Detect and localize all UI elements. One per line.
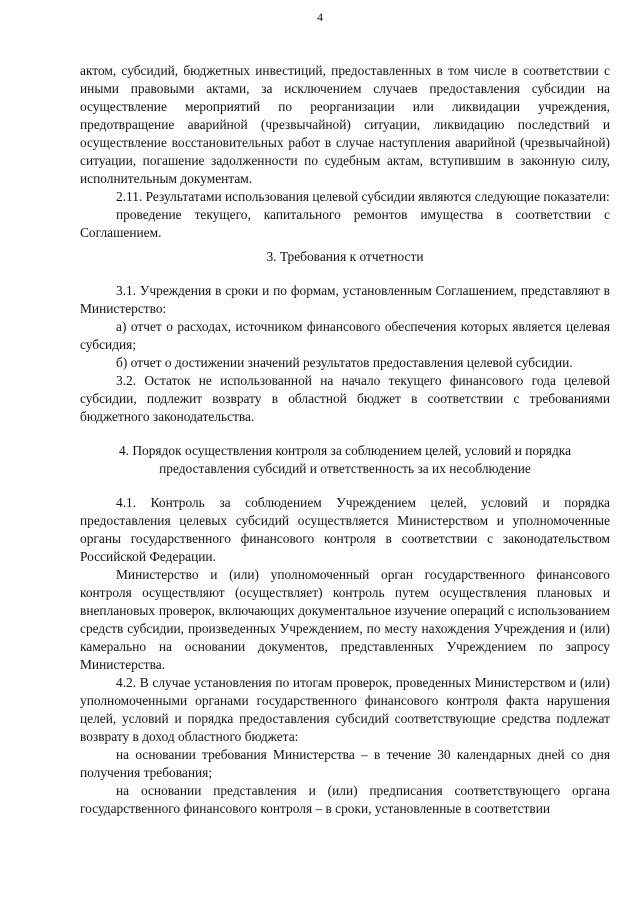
paragraph-ministry-requirement: на основании требования Министерства – в течение 30 календарных дней со дня получения требования; [80,747,610,780]
section-3-heading: 3. Требования к отчетности [266,249,424,264]
paragraph-3-1-a: а) отчет о расходах, источником финансового обеспечения которых является целевая субсидия; [80,319,610,352]
paragraph-control-authority: на основании представления и (или) предписания соответствующего органа государственного финансового контроля – в сроки, установленные в соответствии [80,783,610,816]
paragraph-3-1: 3.1. Учреждения в сроки и по формам, установленным Соглашением, представляют в Министерство: [80,283,610,316]
paragraph-2-11: 2.11. Результатами использования целевой субсидии являются следующие показатели: [116,189,610,204]
paragraph-control-methods: Министерство и (или) уполномоченный орган государственного финансового контроля осуществляют (осуществляет) контроль путем осуществления плановых и внеплановых проверок, включающих документальное изучение операций с использованием средств субсидии, произведенных Учреждением, по месту нахождения Учреждения и (или) камерально на основании документов, представленных Учреждением по запросу Министерства. [80,567,610,672]
paragraph-continuation: актом, субсидий, бюджетных инвестиций, предоставленных в том числе в соответствии с иными правовыми актами, за исключением случаев предоставления субсидии на осуществление мероприятий по реорганизации или ликвидации учреждения, предотвращение аварийной (чрезвычайной) ситуации, ликвидацию последствий и осуществление восстановительных работ в случае наступления аварийной (чрезвычайной) ситуации, погашение задолженности по судебным актам, вступившим в законную силу, исполнительным документам. [80,63,610,186]
paragraph-4-2: 4.2. В случае установления по итогам проверок, проведенных Министерством и (или) уполномоченными органами государственного финансового контроля факта нарушения целей, условий и порядка предоставления субсидий соответствующие средства подлежат возврату в доход областного бюджета: [80,675,610,744]
paragraph-4-1: 4.1. Контроль за соблюдением Учреждением целей, условий и порядка предоставления целевых субсидий осуществляется Министерством и уполномоченные органы государственного финансового контроля в соответствии с законодательством Российской Федерации. [80,495,610,564]
document-body [80,62,610,818]
paragraph-3-1-b: б) отчет о достижении значений результатов предоставления целевой субсидии. [116,355,573,370]
paragraph-repair-indicator: проведение текущего, капитального ремонтов имущества в соответствии с Соглашением. [80,207,610,240]
paragraph-3-2: 3.2. Остаток не использованной на начало текущего финансового года целевой субсидии, подлежит возврату в областной бюджет в соответствии с требованиями бюджетного законодательства. [80,373,610,424]
page-number: 4 [317,10,323,24]
section-4-heading: 4. Порядок осуществления контроля за соблюдением целей, условий и порядка предоставления субсидий и ответственность за их несоблюдение [118,443,572,476]
